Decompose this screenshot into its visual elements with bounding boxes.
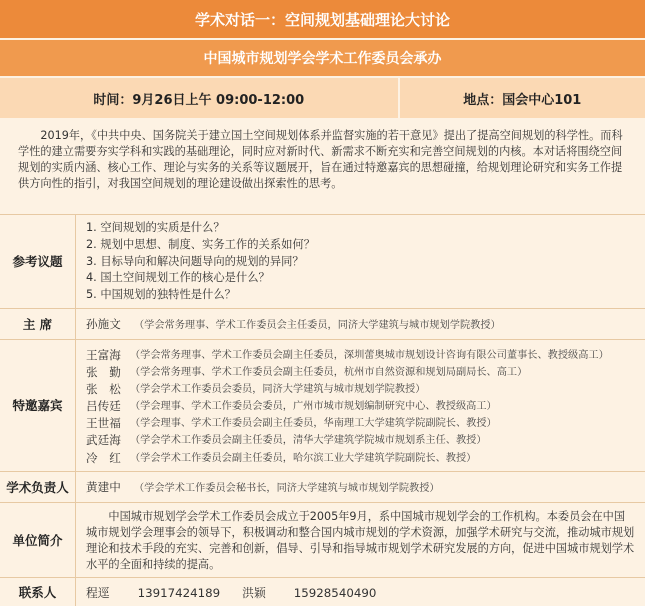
guest-item <box>86 432 635 449</box>
guest-item <box>86 398 635 415</box>
contact-label: 联系人 <box>0 578 76 606</box>
chair-name: 孙施文 <box>86 316 121 331</box>
contact-content <box>76 578 645 606</box>
academic-head-label: 学术负责人 <box>0 472 76 502</box>
topic-item: 3. 目标导向和解决问题导向的规划的异同？ <box>86 254 304 268</box>
topic-item: 5. 中国规划的独特性是什么？ <box>86 288 236 302</box>
guest-name: 张 松 <box>86 382 121 397</box>
chair-content <box>76 309 645 339</box>
contact-name: 洪颖 <box>242 585 266 600</box>
guest-name: 武廷海 <box>86 433 121 448</box>
topics-label: 参考议题 <box>0 215 76 308</box>
topics-row <box>0 215 645 309</box>
guest-name: 王世福 <box>86 416 121 431</box>
guest-desc: （学会理事、学术工作委员会副主任委员，华南理工大学建筑学院副院长、教授） <box>130 418 497 430</box>
page-title-text: 学术对话一：空间规划基础理论大讨论 <box>194 10 450 29</box>
contact-name: 程逕 <box>86 585 110 600</box>
time-place-row <box>0 76 645 120</box>
guests-label: 特邀嘉宾 <box>0 340 76 471</box>
chair-desc: （学会常务理事、学术工作委员会主任委员，同济大学建筑与城市规划学院教授） <box>134 320 501 332</box>
contact-row <box>0 578 645 606</box>
guest-name: 张 勤 <box>86 365 121 380</box>
guest-name: 王富海 <box>86 347 121 362</box>
academic-head-name: 黄建中 <box>86 479 121 494</box>
topics-list <box>76 215 645 308</box>
academic-head-desc: （学会学术工作委员会秘书长，同济大学建筑与城市规划学院教授） <box>134 483 440 495</box>
guest-name: 冷 红 <box>86 450 121 465</box>
academic-head-content <box>76 472 645 502</box>
contact-phone: 13917424189 <box>137 585 221 600</box>
intro-paragraph: 2019年，《中共中央、国务院关于建立国土空间规划体系并监督实施的若干意见》提出了提高空间规划的科学性。而科学性的建立需要夯实学科和实践的基础理论，同时应对新时代、新需求不断充实和完善空间规划的内核。本对话将围绕空间规划的实质内涵、核心工作、理论与实务的关系等议题展开，旨在通过特邀嘉宾的思想碰撞，给规划理论研究和实务工作提供方向性的指引，对我国空间规划的理论建设做出探索性的思考。 <box>0 120 645 215</box>
guest-desc: （学会学术工作委员会委员，同济大学建筑与城市规划学院教授） <box>130 384 426 396</box>
event-time: 时间：9月26日上午 09:00-12:00 <box>0 78 400 118</box>
guest-desc: （学会常务理事、学术工作委员会副主任委员，深圳蕾奥城市规划设计咨询有限公司董事长、教授级高工） <box>130 349 609 361</box>
topic-item: 4. 国土空间规划工作的核心是什么？ <box>86 271 270 285</box>
event-place: 地点：国会中心101 <box>463 92 582 108</box>
unit-intro-row <box>0 503 645 579</box>
guest-desc: （学会学术工作委员会副主任委员，清华大学建筑学院城市规划系主任、教授） <box>130 435 487 447</box>
unit-intro-text: 中国城市规划学会学术工作委员会成立于2005年9月，系中国城市规划学会的工作机构。本委员会在中国城市规划学会理事会的领导下，积极调动和整合国内城市规划的学术资源，加强学术研究与交流，推动城市规划理论和技术手段的充实、完善和创新，倡导、引导和指导城市规划学术研究发展的方向，促进中国城市规划学术水平的全面和持续的提高。 <box>86 509 635 572</box>
guest-desc: （学会理事、学术工作委员会委员，广州市城市规划编制研究中心、教授级高工） <box>130 401 497 413</box>
guest-desc: （学会常务理事、学术工作委员会副主任委员，杭州市自然资源和规划局副局长、高工） <box>130 367 528 379</box>
guests-row <box>0 340 645 472</box>
guest-item <box>86 347 635 364</box>
contact-phone: 15928540490 <box>293 585 377 600</box>
chair-label: 主 席 <box>0 309 76 339</box>
guest-name: 吕传廷 <box>86 399 121 414</box>
guest-item <box>86 450 635 467</box>
guest-item <box>86 364 635 381</box>
academic-head-row <box>0 472 645 503</box>
guest-item <box>86 415 635 432</box>
contact-person <box>86 584 220 601</box>
topic-item: 1. 空间规划的实质是什么？ <box>86 221 225 234</box>
chair-row <box>0 309 645 340</box>
guest-item <box>86 381 635 398</box>
organizer-banner <box>0 40 645 76</box>
page-title <box>0 0 645 38</box>
guest-desc: （学会学术工作委员会副主任委员，哈尔滨工业大学建筑学院副院长、教授） <box>130 452 477 464</box>
organizer-text: 中国城市规划学会学术工作委员会承办 <box>203 51 442 67</box>
guests-list <box>76 340 645 471</box>
topic-item: 2. 规划中思想、制度、实务工作的关系如何？ <box>86 237 316 251</box>
contact-person <box>242 584 376 601</box>
unit-intro-label: 单位简介 <box>0 503 76 578</box>
